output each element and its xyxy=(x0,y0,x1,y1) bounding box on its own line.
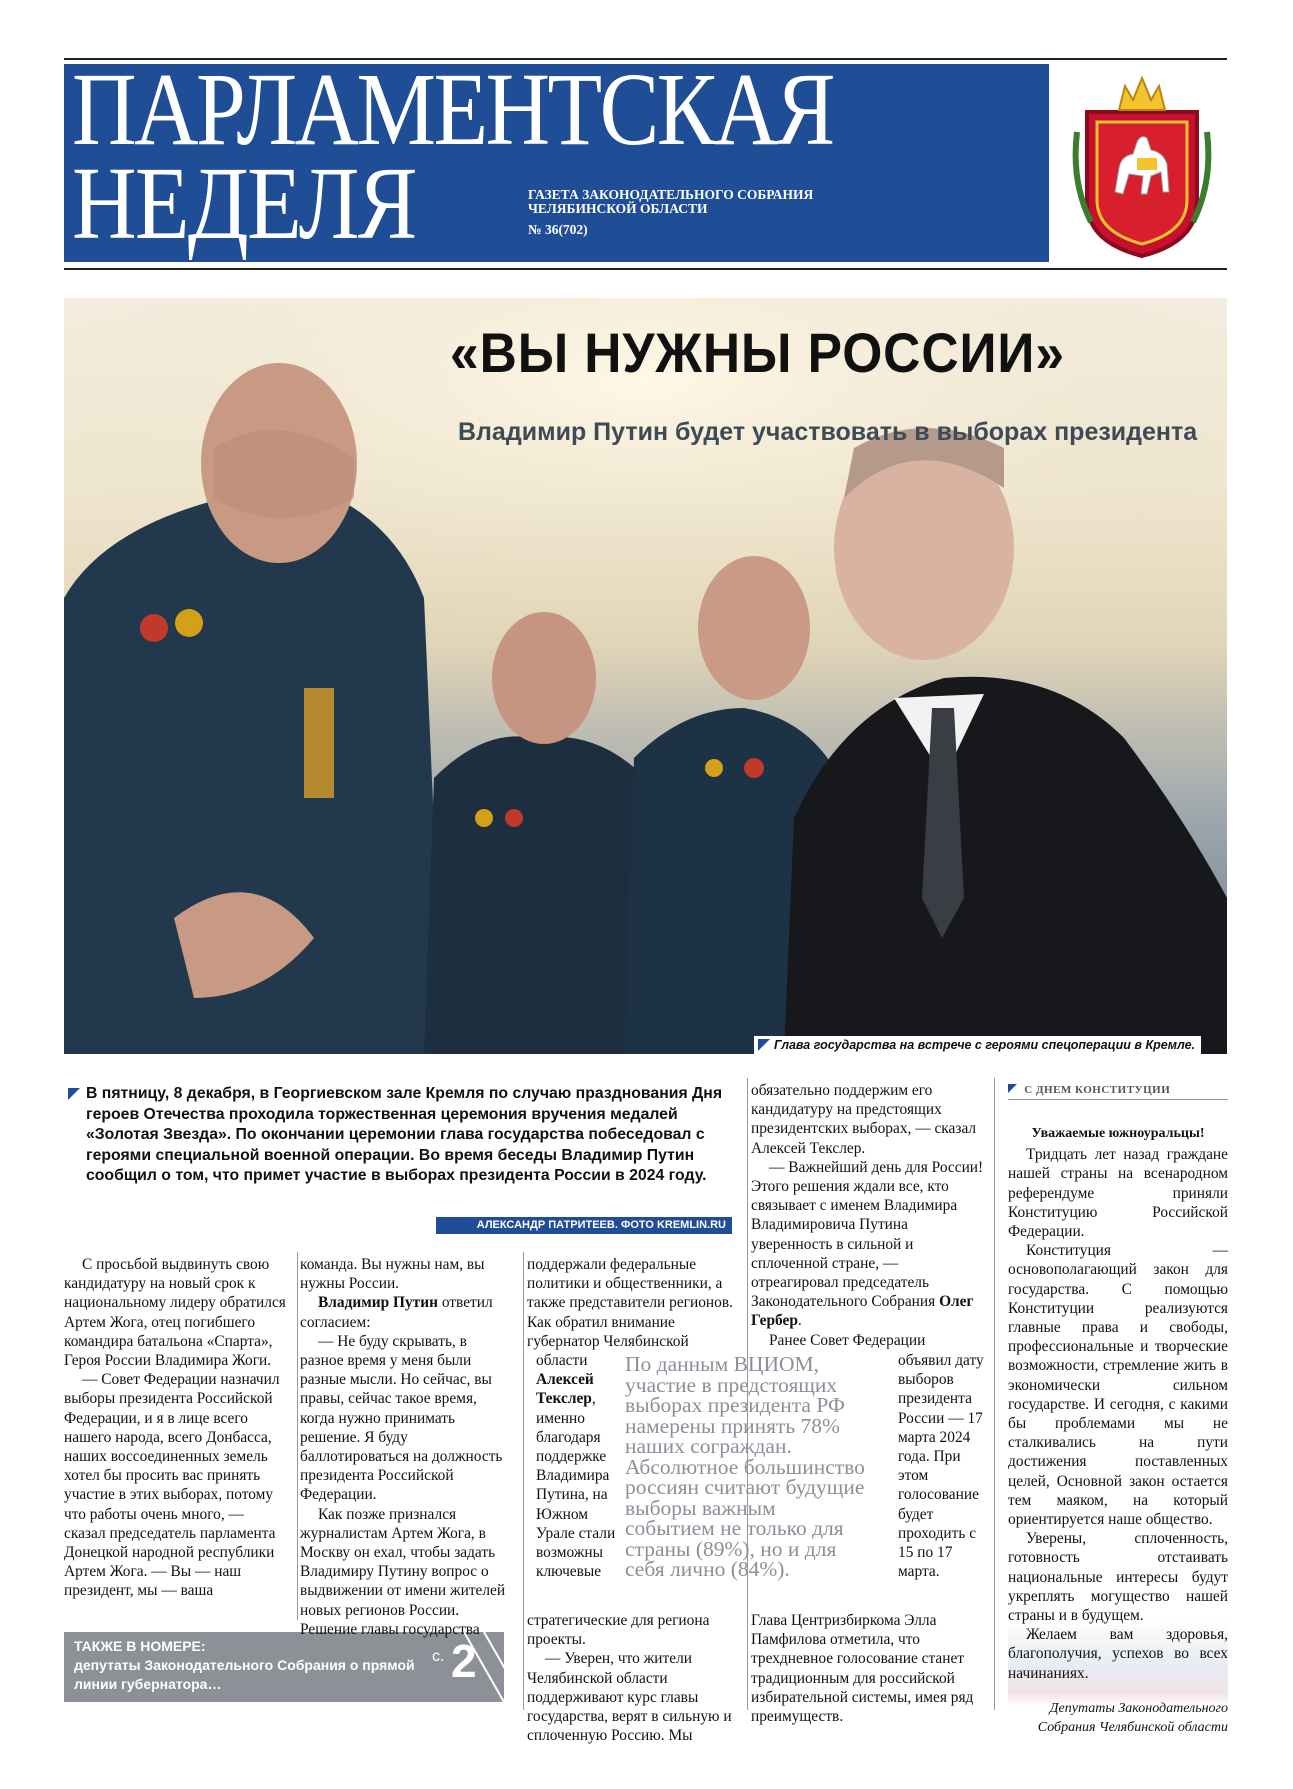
column-rule xyxy=(297,1252,298,1620)
headline: «ВЫ НУЖНЫ РОССИИ» xyxy=(450,321,1065,384)
paragraph: — Совет Федерации назначил выборы президента Российской Федерации, и я в лице всего нашего народа, всего Донбасса, наших воссоединенных земель хотел бы просить вас принять участие в этих выборах, потому что работы очень много, — сказал председатель парламента Донецкой народной республики Артем Жога. — Вы — наш президент, мы — ваша xyxy=(64,1371,280,1600)
paragraph: С просьбой выдвинуть свою кандидатуру на новый срок к национальному лидеру обратился Артем Жога, отец погибшего командира батальона «Спарта», Героя России Владимира Жоги. xyxy=(64,1256,286,1370)
article-lead-text: В пятницу, 8 декабря, в Георгиевском зале Кремля по случаю празднования Дня героев Отечества проходила торжественная церемония вручения медалей «Золотая Звезда». По окончании церемонии глава государства побеседовал с героями специальной военной операции. Во время беседы Владимир Путин сообщил о том, что примет участие в выборах президента России в 2024 году. xyxy=(86,1085,723,1185)
article-column-2 xyxy=(300,1255,514,1639)
paragraph-text: , именно благодаря поддержке Владимира Путина, на Южном Урале стали возможны ключевые xyxy=(536,1390,616,1581)
paragraph: Конституция — основополагающий закон для государства. С помощью Конституции реализуются главные права и свободы, профессиональные и творческие возможности, стремление жить в экономически сильном государстве. И сегодня, с какими бы проблемами мы не сталкивались на пути достижения поставленных целей, Основной закон остается тем маяком, на который ориентируется наше общество. xyxy=(1008,1242,1228,1529)
sidebar-rubric-text: С ДНЕМ КОНСТИТУЦИИ xyxy=(1024,1084,1171,1096)
article-lead xyxy=(86,1084,731,1187)
sidebar-rubric xyxy=(1008,1084,1228,1100)
paragraph-text: — Важнейший день для России! Этого решения ждали все, кто связывает с именем Владимира Владимировича Путина уверенность в сильной и сплоченной стране, — отреагировал председатель Законодательного Собрания xyxy=(751,1158,984,1311)
article-column-3-bottom xyxy=(527,1611,742,1745)
subheadline: Владимир Путин будет участвовать в выборах президента xyxy=(458,418,1198,446)
column-rule xyxy=(523,1252,524,1710)
paragraph: обязательно поддержим его кандидатуру на предстоящих президентских выборах, — сказал Алексей Текслер. xyxy=(751,1082,977,1157)
paragraph: Тридцать лет назад граждане нашей страны на всенародном референдуме приняли Конституцию Российской Федерации. xyxy=(1008,1146,1228,1241)
person-name: Алексей Текслер xyxy=(536,1371,594,1408)
paragraph-text: ответил согласием: xyxy=(300,1294,493,1331)
article-column-3-narrow xyxy=(536,1351,616,1581)
speaker-name: Владимир Путин xyxy=(318,1294,438,1312)
sidebar-greeting: Уважаемые южноуральцы! xyxy=(1031,1126,1205,1141)
masthead xyxy=(64,64,1049,262)
also-in-issue-box[interactable] xyxy=(64,1632,504,1702)
paragraph: объявил дату выборов президента России — 17 марта 2024 года. При этом голосование будет проходить с 15 по 17 марта. xyxy=(898,1352,984,1581)
paragraph: — Уверен, что жители Челябинской области поддерживают курс главы государства, верят в сильную и сплоченную Россию. Мы xyxy=(527,1650,732,1745)
chelyabinsk-coat-of-arms-icon xyxy=(1067,72,1217,260)
paragraph-text: области xyxy=(536,1352,588,1369)
also-in-issue-page-prefix: с. xyxy=(432,1648,445,1665)
newspaper-title-line1: ПАРЛАМЕНТСКАЯ xyxy=(72,64,833,167)
byline: АЛЕКСАНДР ПАТРИТЕЕВ. ФОТО KREMLIN.RU xyxy=(436,1217,732,1234)
masthead-subtitle-line1: ГАЗЕТА ЗАКОНОДАТЕЛЬНОГО СОБРАНИЯ xyxy=(528,187,814,202)
person-name: Олег Гербер xyxy=(751,1293,974,1330)
paragraph: Желаем вам здоровья, благополучия, успехов во всех начинаниях. xyxy=(1008,1626,1228,1682)
also-in-issue-page-number: 2 xyxy=(451,1635,477,1687)
paragraph: команда. Вы нужны нам, вы нужны России. xyxy=(300,1256,485,1293)
paragraph xyxy=(300,1293,514,1331)
photo-illustration xyxy=(64,298,1227,1054)
photo-caption-text: Глава государства на встрече с героями спецоперации в Кремле. xyxy=(774,1038,1195,1052)
paragraph xyxy=(536,1351,616,1581)
masthead-bottom-rule xyxy=(64,268,1227,270)
caption-marker-icon xyxy=(758,1039,770,1051)
masthead-subtitle xyxy=(528,188,908,216)
issue-number: № 36(702) xyxy=(528,222,588,237)
sidebar-column xyxy=(1008,1124,1228,1737)
lead-marker-icon xyxy=(68,1088,80,1100)
main-photo xyxy=(64,298,1227,1054)
paragraph: стратегические для региона проекты. xyxy=(527,1612,710,1649)
newspaper-title-line2: НЕДЕЛЯ xyxy=(72,146,416,261)
also-in-issue-heading: ТАКЖЕ В НОМЕРЕ: xyxy=(74,1638,206,1654)
rubric-marker-icon xyxy=(1008,1084,1017,1093)
article-column-4-top xyxy=(751,1081,986,1350)
article-column-4-narrow xyxy=(898,1351,986,1581)
paragraph: поддержали федеральные политики и общественники, а также представители регионов. Как обратил внимание губернатор Челябинской xyxy=(527,1256,733,1350)
column-rule xyxy=(994,1078,995,1710)
masthead-subtitle-line2: ЧЕЛЯБИНСКОЙ ОБЛАСТИ xyxy=(528,201,708,216)
pull-quote: По данным ВЦИОМ, участие в предстоящих выборах президента РФ намерены принять 78% наших сограждан. Абсолютное большинство россиян считают будущие выборы важным событием не только для страны (89%), но и для себя лично (84%). xyxy=(625,1352,865,1581)
paragraph: — Важнейший день для России! Этого решения ждали все, кто связывает с именем Владимира Владимировича Путина уверенность в сильной и сплоченной стране, — отреагировал председатель Законодательного Собрания Олег Гербер. xyxy=(751,1158,984,1330)
paragraph: Как позже признался журналистам Артем Жога, в Москву он ехал, чтобы задать Владимиру Путину вопрос о выдвижении от имени жителей новых регионов России. Решение главы государства xyxy=(300,1505,506,1638)
paragraph: — Не буду скрывать, в разное время у меня были разные мысли. Но сейчас, вы правы, сейчас такое время, когда нужно принимать решение. Я буду баллотироваться на должность президента Российской Федерации. xyxy=(300,1332,503,1504)
article-column-3-top xyxy=(527,1255,742,1351)
article-column-4-bottom xyxy=(751,1611,986,1726)
paragraph: Глава Центризбиркома Элла Памфилова отметила, что трехдневное голосование станет традиционным для российской избирательной системы, имея ряд преимуществ. xyxy=(751,1612,974,1726)
sidebar-signature: Депутаты Законодательного Собрания Челябинской области xyxy=(1037,1700,1228,1736)
also-in-issue-text: депутаты Законодательного Собрания о прямой линии губернатора… xyxy=(74,1657,415,1692)
masthead-top-rule xyxy=(64,58,1227,60)
paragraph: Ранее Совет Федерации xyxy=(769,1331,926,1349)
photo-caption xyxy=(754,1036,1201,1054)
paragraph: Уверены, сплоченность, готовность отстаивать национальные интересы будут укреплять могущество нашей страны и в будущем. xyxy=(1008,1530,1228,1625)
article-column-1 xyxy=(64,1255,286,1601)
